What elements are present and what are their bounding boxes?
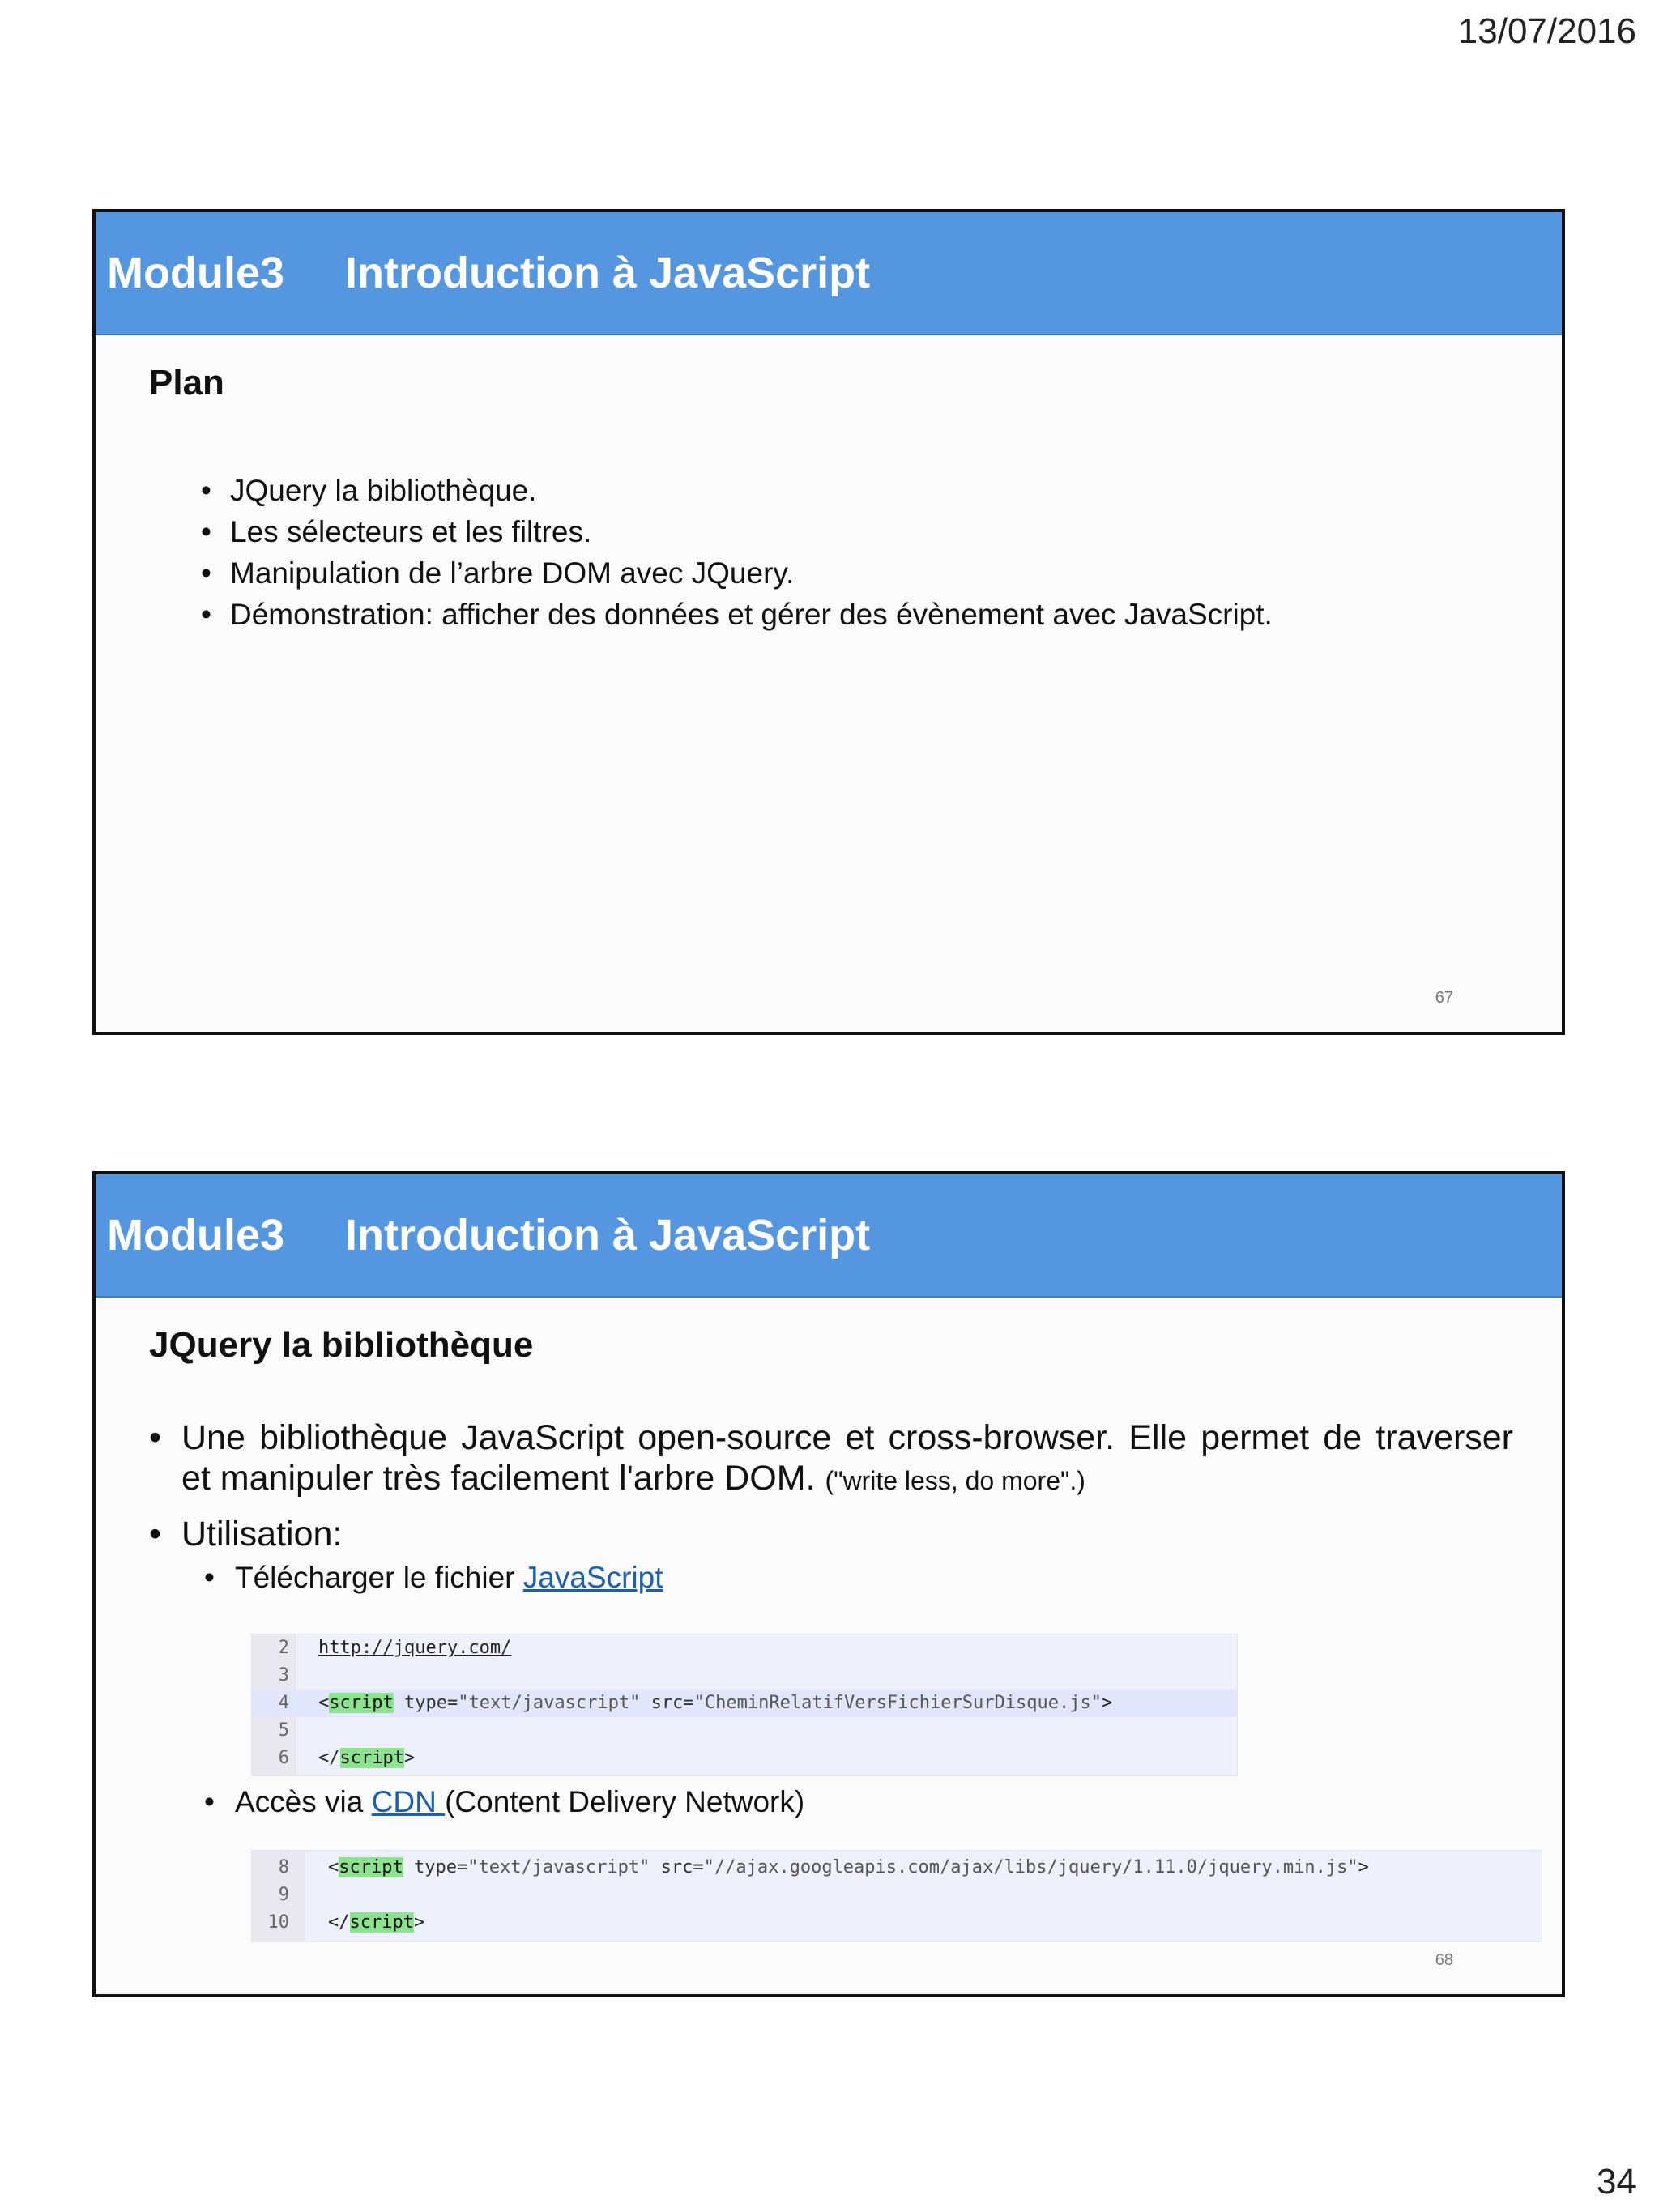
slogan-text: ("write less, do more".) [825, 1466, 1085, 1495]
plan-list [201, 470, 1273, 635]
bullet-description [149, 1417, 1513, 1501]
bullet-dot: • [204, 1561, 215, 1594]
script-tag: script [329, 1693, 394, 1713]
code-block-download [251, 1634, 1238, 1776]
src-attr: src= [660, 1857, 704, 1877]
script-close-tag: script [339, 1748, 404, 1768]
src-value: "//ajax.googleapis.com/ajax/libs/jquery/1.11.0/jquery.min.js" [703, 1857, 1358, 1877]
javascript-link[interactable]: JavaScript [522, 1561, 663, 1594]
code-line [252, 1634, 1237, 1662]
slide-title: Introduction à JavaScript [345, 249, 871, 297]
section-title: JQuery la bibliothèque [149, 1325, 534, 1365]
list-item: • Manipulation de l’arbre DOM avec JQuery. [201, 552, 1273, 594]
slide-67 [92, 209, 1565, 1035]
code-text: <script type="text/javascript" src="//ajax.googleapis.com/ajax/libs/jquery/1.11.0/jquery.min.js"> [328, 1857, 1369, 1877]
slide-number: 67 [1435, 989, 1453, 1007]
usage-text: Utilisation: [181, 1515, 343, 1554]
src-value: "CheminRelatifVersFichierSurDisque.js" [693, 1693, 1102, 1713]
type-value: "text/javascript" [467, 1857, 650, 1877]
list-item: • Les sélecteurs et les filtres. [201, 511, 1273, 552]
type-attr: type= [403, 1693, 458, 1713]
src-attr: src= [650, 1693, 694, 1713]
line-number: 3 [278, 1665, 289, 1686]
code-text: </script> [318, 1748, 416, 1768]
slide-body [149, 1417, 1513, 1598]
code-line [252, 1717, 1237, 1745]
sub-bullet-download [149, 1558, 1513, 1598]
cdn-link[interactable]: CDN [371, 1785, 446, 1818]
line-number: 6 [278, 1748, 289, 1768]
line-number: 9 [278, 1885, 289, 1905]
section-title: Plan [149, 363, 224, 403]
module-label: Module3 [107, 249, 285, 297]
type-value: "text/javascript" [458, 1693, 641, 1713]
line-number: 2 [278, 1638, 289, 1658]
code-block-cdn [251, 1850, 1542, 1942]
script-close-tag: script [349, 1912, 414, 1933]
description-text: Une bibliothèque JavaScript open-source et cross-browser. Elle permet de traverser et manipuler très facilement l'arbre DOM. [181, 1418, 1513, 1498]
bullet-dot: • [149, 1515, 162, 1554]
code-line [252, 1882, 1542, 1909]
page-number: 34 [1597, 2162, 1636, 2201]
slide-68 [92, 1171, 1565, 1997]
slide-title: Introduction à JavaScript [345, 1211, 871, 1259]
slide-header [96, 212, 1562, 335]
bullet-dot: • [204, 1785, 215, 1818]
page-date: 13/07/2016 [1457, 11, 1636, 51]
line-number: 4 [278, 1693, 289, 1713]
line-number: 8 [278, 1857, 289, 1877]
jquery-url[interactable]: http://jquery.com/ [318, 1638, 512, 1658]
list-item: • Démonstration: afficher des données et gérer des évènement avec JavaScript. [201, 594, 1273, 635]
code-line [252, 1745, 1237, 1772]
code-line [252, 1662, 1237, 1690]
cdn-rest-text: (Content Delivery Network) [445, 1785, 805, 1818]
list-item: • JQuery la bibliothèque. [201, 470, 1273, 511]
line-number: 5 [278, 1720, 289, 1741]
code-line [252, 1909, 1542, 1937]
download-text: Télécharger le fichier [235, 1561, 523, 1594]
sub-bullet-cdn [149, 1782, 1531, 1822]
script-tag: script [339, 1857, 403, 1877]
bullet-dot: • [149, 1418, 162, 1457]
code-text: </script> [328, 1912, 425, 1933]
code-line [252, 1690, 1237, 1717]
module-label: Module3 [107, 1211, 285, 1259]
bullet-usage [149, 1514, 1513, 1554]
slide-number: 68 [1435, 1951, 1453, 1969]
code-line [252, 1854, 1542, 1882]
code-text: <script type="text/javascript" src="CheminRelatifVersFichierSurDisque.js"> [318, 1693, 1113, 1713]
line-number: 10 [267, 1912, 289, 1933]
slide-header [96, 1174, 1562, 1298]
type-attr: type= [413, 1857, 468, 1877]
cdn-intro-text: Accès via [235, 1785, 372, 1818]
